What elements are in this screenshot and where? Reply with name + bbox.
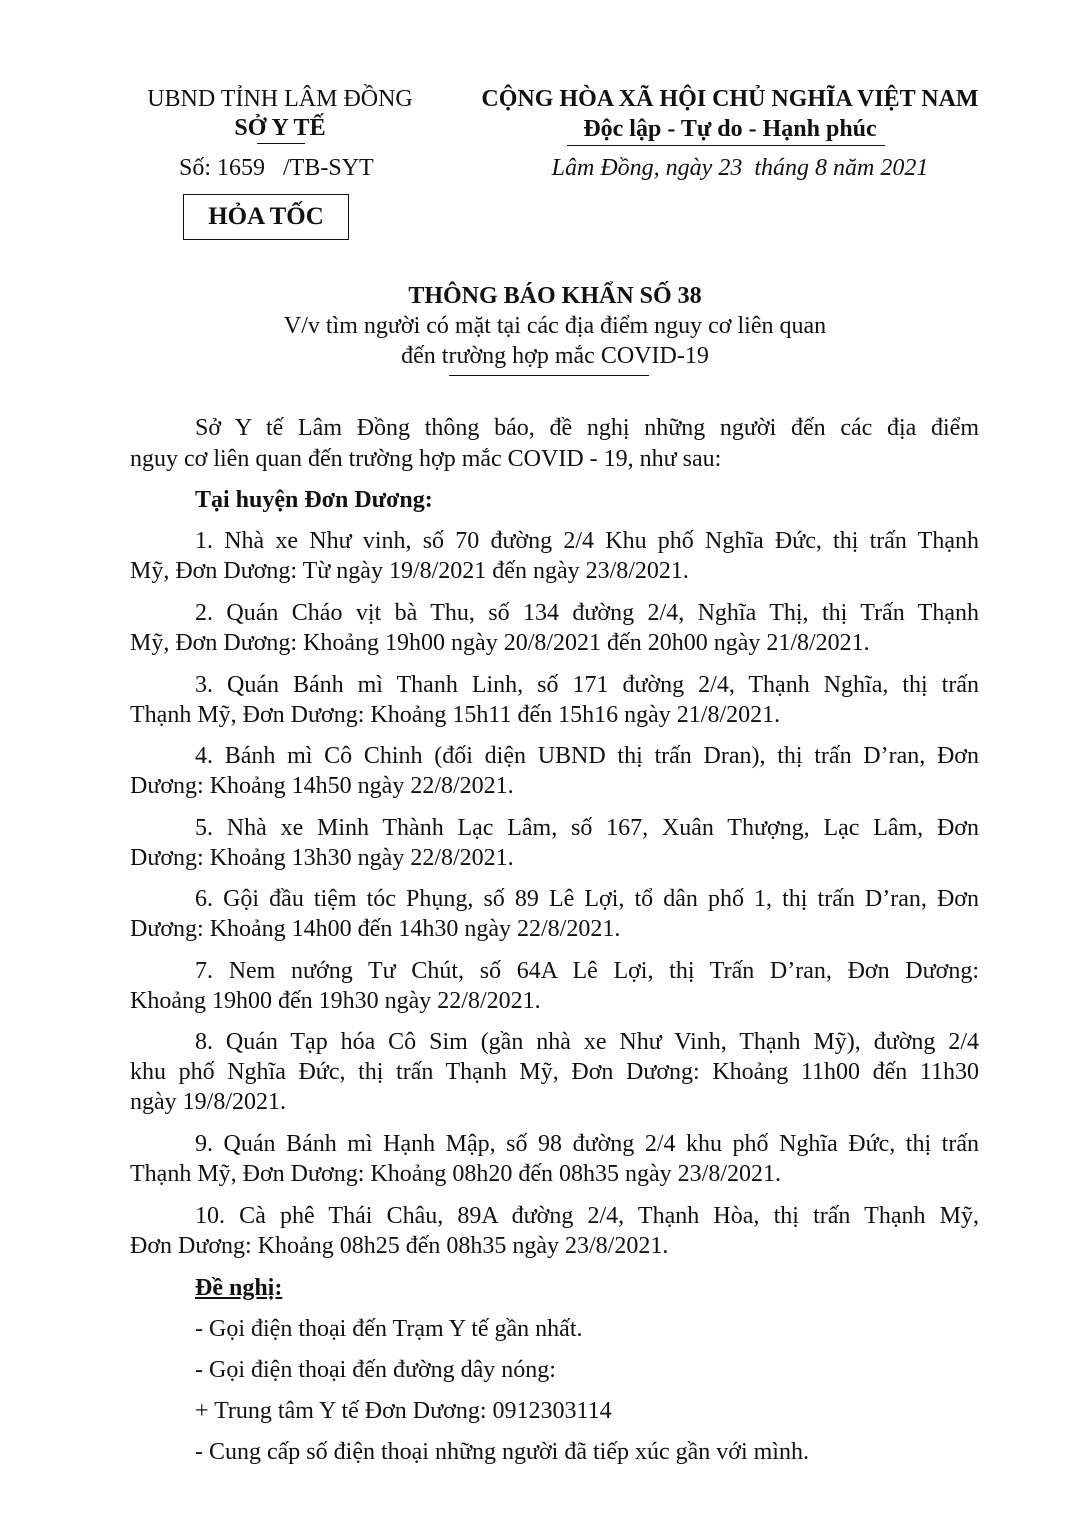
agency-name: SỞ Y TẾ <box>234 115 326 141</box>
national-motto: Độc lập - Tự do - Hạnh phúc <box>583 116 877 142</box>
location-line: Dương: Khoảng 13h30 ngày 22/8/2021. <box>130 845 514 871</box>
location-line: 3. Quán Bánh mì Thanh Linh, số 171 đường 2/4, Thạnh Nghĩa, thị trấn <box>195 672 979 698</box>
location-line: 8. Quán Tạp hóa Cô Sim (gần nhà xe Như Vinh, Thạnh Mỹ), đường 2/4 <box>195 1029 979 1055</box>
intro-line-1: Sở Y tế Lâm Đồng thông báo, đề nghị những người đến các địa điểm <box>195 415 979 441</box>
agency-parent: UBND TỈNH LÂM ĐỒNG <box>147 86 413 112</box>
motto-underline <box>567 145 885 146</box>
location-line: 6. Gội đầu tiệm tóc Phụng, số 89 Lê Lợi, tổ dân phố 1, thị trấn D’ran, Đơn <box>195 886 979 912</box>
location-line: 7. Nem nướng Tư Chút, số 64A Lê Lợi, thị Trấn D’ran, Đơn Dương: <box>195 958 979 984</box>
location-line: Dương: Khoảng 14h50 ngày 22/8/2021. <box>130 773 514 799</box>
location-line: Khoảng 19h00 đến 19h30 ngày 22/8/2021. <box>130 988 541 1014</box>
location-line: 5. Nhà xe Minh Thành Lạc Lâm, số 167, Xuân Thượng, Lạc Lâm, Đơn <box>195 815 979 841</box>
location-line: 9. Quán Bánh mì Hạnh Mập, số 98 đường 2/4 khu phố Nghĩa Đức, thị trấn <box>195 1131 979 1157</box>
notice-title: THÔNG BÁO KHẨN SỐ 38 <box>408 283 702 309</box>
location-line: 1. Nhà xe Như vinh, số 70 đường 2/4 Khu phố Nghĩa Đức, thị trấn Thạnh <box>195 528 979 554</box>
recommendation-item: + Trung tâm Y tế Đơn Dương: 0912303114 <box>195 1398 612 1424</box>
intro-line-2: nguy cơ liên quan đến trường hợp mắc COVID - 19, như sau: <box>130 446 722 472</box>
place-and-date: Lâm Đồng, ngày 23 tháng 8 năm 2021 <box>551 155 929 181</box>
location-line: khu phố Nghĩa Đức, thị trấn Thạnh Mỹ, Đơn Dương: Khoảng 11h00 đến 11h30 <box>130 1059 979 1085</box>
location-line: 10. Cà phê Thái Châu, 89A đường 2/4, Thạnh Hòa, thị trấn Thạnh Mỹ, <box>195 1203 979 1229</box>
agency-underline <box>257 143 305 144</box>
notice-subject-line-2: đến trường hợp mắc COVID-19 <box>401 343 709 369</box>
location-line: Dương: Khoảng 14h00 đến 14h30 ngày 22/8/2021. <box>130 916 621 942</box>
document-number: Số: 1659 /TB-SYT <box>179 155 374 181</box>
notice-subject-line-1: V/v tìm người có mặt tại các địa điểm nguy cơ liên quan <box>283 313 827 339</box>
recommendation-item: - Gọi điện thoại đến đường dây nóng: <box>195 1357 556 1383</box>
title-underline <box>449 375 649 376</box>
location-line: Thạnh Mỹ, Đơn Dương: Khoảng 15h11 đến 15h16 ngày 21/8/2021. <box>130 702 781 728</box>
urgency-stamp: HỎA TỐC <box>183 194 349 240</box>
location-line: 2. Quán Cháo vịt bà Thu, số 134 đường 2/4, Nghĩa Thị, thị Trấn Thạnh <box>195 600 979 626</box>
location-line: 4. Bánh mì Cô Chinh (đối diện UBND thị trấn Dran), thị trấn D’ran, Đơn <box>195 743 979 769</box>
location-line: Mỹ, Đơn Dương: Khoảng 19h00 ngày 20/8/2021 đến 20h00 ngày 21/8/2021. <box>130 630 870 656</box>
national-title: CỘNG HÒA XÃ HỘI CHỦ NGHĨA VIỆT NAM <box>481 86 979 112</box>
location-line: ngày 19/8/2021. <box>130 1089 286 1115</box>
location-line: Mỹ, Đơn Dương: Từ ngày 19/8/2021 đến ngày 23/8/2021. <box>130 558 689 584</box>
recommendations-heading: Đề nghị: <box>195 1275 283 1301</box>
location-line: Thạnh Mỹ, Đơn Dương: Khoảng 08h20 đến 08h35 ngày 23/8/2021. <box>130 1161 781 1187</box>
recommendation-item: - Cung cấp số điện thoại những người đã tiếp xúc gần với mình. <box>195 1439 809 1465</box>
district-heading: Tại huyện Đơn Dương: <box>195 487 433 513</box>
recommendation-item: - Gọi điện thoại đến Trạm Y tế gần nhất. <box>195 1316 583 1342</box>
location-line: Đơn Dương: Khoảng 08h25 đến 08h35 ngày 23/8/2021. <box>130 1233 669 1259</box>
